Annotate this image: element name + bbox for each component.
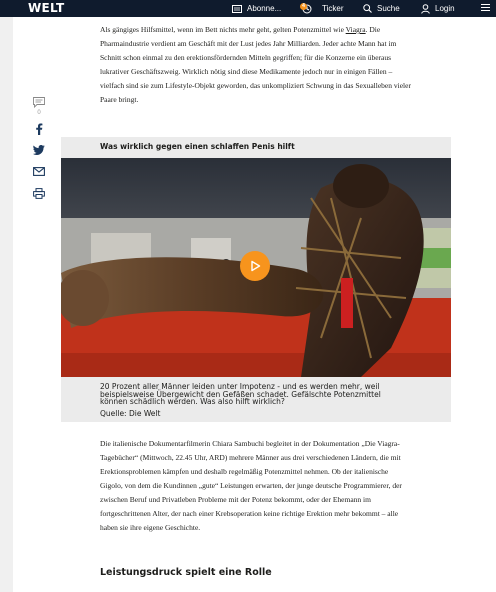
comment-button[interactable]: [32, 95, 46, 116]
user-icon: [421, 4, 430, 14]
ticker-icon-wrapper: [302, 4, 317, 14]
newspaper-icon: [232, 5, 242, 13]
viagra-link[interactable]: Viagra: [345, 25, 366, 34]
comment-count: 0: [37, 110, 41, 116]
paragraph-1-text-start: Als gängiges Hilfsmittel, wenn im Bett nichts mehr geht, gelten Potenzmittel wie: [100, 25, 346, 34]
play-button[interactable]: [240, 251, 270, 281]
article-paragraph-2: Die italienische Dokumentarfilmerin Chiara Sambuchi begleitet in der Dokumentation „Die Viagra-Tagebücher“ (Mittwoch, 22.45 Uhr, ARD) mehrere Männer aus drei verschiedenen Ländern, die mit Erektionsproblemen kämpfen und deshalb regelmäßig Potenzmittel nehmen. Ob der italienische Gigolo, von dem die Kundinnen „gute“ Leistungen erwarten, der junge deutsche Programmierer, der zwischen Beruf und Privatleben Probleme mit der Potenz bekommt, oder der Ehemann im fortgeschrittenen Alter, der nach einer Krebsoperation keine richtige Erektion mehr bekommt – alle haben sie ihre eigene Geschichte.: [100, 439, 402, 532]
nav-login-button[interactable]: [421, 0, 455, 17]
print-button[interactable]: [32, 186, 46, 200]
nav-ticker-button[interactable]: [302, 0, 343, 17]
play-icon: [249, 260, 261, 272]
nav-search-label: Suche: [377, 4, 400, 13]
nav-login-label: Login: [435, 4, 455, 13]
search-icon: [363, 4, 372, 13]
facebook-icon: [35, 123, 43, 135]
email-icon: [33, 167, 45, 176]
video-title: Was wirklich gegen einen schlaffen Penis hilft: [100, 142, 295, 151]
email-share-button[interactable]: [32, 164, 46, 178]
video-embed: [61, 137, 451, 422]
video-caption: 20 Prozent aller Männer leiden unter Impotenz - und es werden mehr, weil beispielsweise Übergewicht den Gefäßen schadet. Gefälschte Potenzmittel können schädlich werden. Was also hilft wirklich?: [100, 382, 381, 406]
video-source: Quelle: Die Welt: [100, 409, 161, 418]
section-heading: Leistungsdruck spielt eine Rolle: [100, 567, 272, 578]
print-icon: [33, 188, 45, 199]
nav-abo-button[interactable]: [232, 0, 281, 17]
twitter-icon: [33, 145, 45, 155]
paragraph-1-text-end: . Die Pharmaindustrie verdient am Geschäft mit der Lust jedes Jahr Milliarden. Jeder achte Mann hat im Schnitt schon einmal zu den erektionsfördernden Mitteln gegriffen; für die Konzerne ein überaus lukrativer Geschäftszweig. Wirklich nötig sind diese Medikamente jedoch nur in einigen Fällen – vielfach sind sie zum Lifestyle-Objekt geworden, das unkompliziert Schwung in das Sexualleben vieler Paare bringt.: [100, 25, 411, 104]
nav-ticker-label: Ticker: [322, 4, 344, 13]
nav-search-button[interactable]: [363, 0, 400, 17]
article-paragraph-1: [100, 23, 412, 107]
twitter-share-button[interactable]: [32, 143, 46, 157]
comment-icon: [33, 97, 45, 108]
article-page: [13, 17, 496, 592]
hamburger-menu-icon[interactable]: [481, 4, 490, 13]
nav-abo-label: Abonne...: [247, 4, 282, 13]
facebook-share-button[interactable]: [32, 122, 46, 136]
video-thumbnail[interactable]: [61, 158, 451, 377]
ticker-badge: 4: [300, 3, 307, 10]
top-navigation-bar: [0, 0, 496, 17]
welt-logo[interactable]: WELT: [28, 1, 65, 15]
